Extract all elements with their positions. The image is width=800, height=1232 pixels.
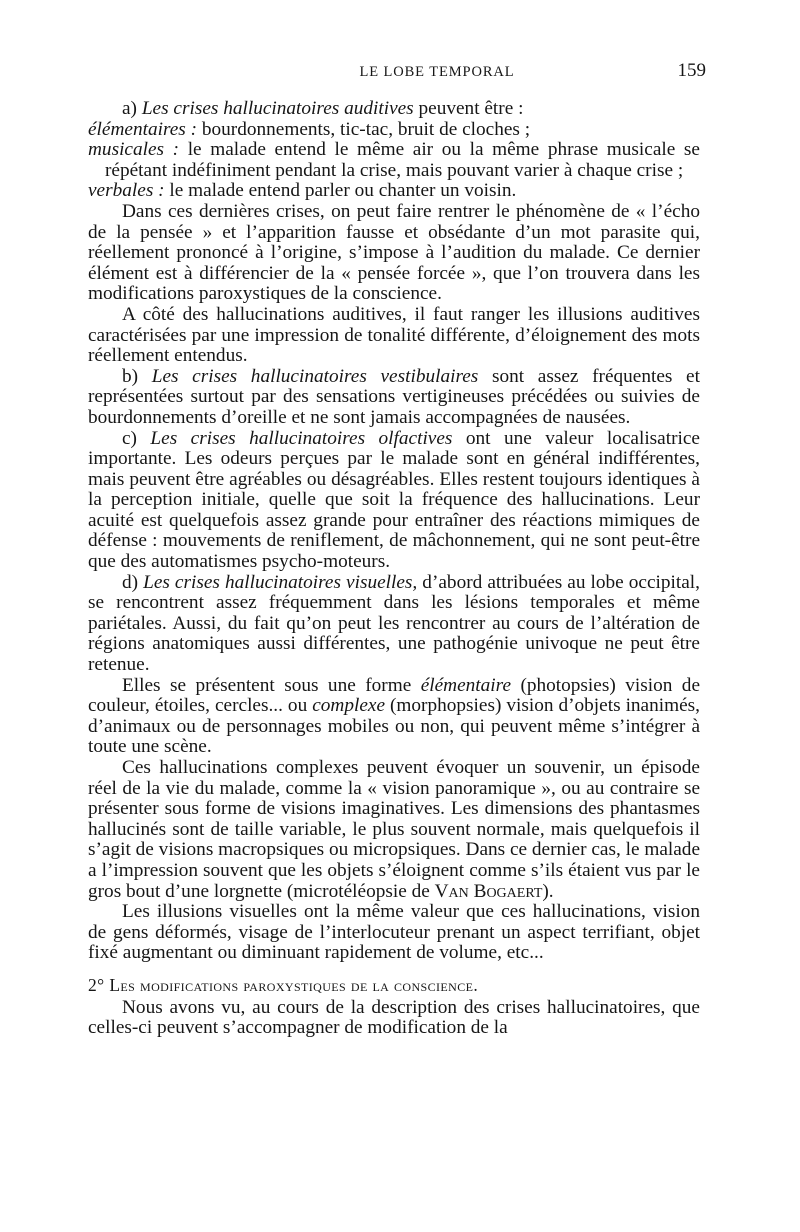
section-number: 2° bbox=[88, 974, 105, 995]
paragraph-consciousness-intro: Nous avons vu, au cours de la description des crises hallucinatoires, que celles-ci peuvent s’accompagner de modification de la bbox=[88, 996, 700, 1039]
list-item-verbal bbox=[88, 181, 700, 202]
paragraph-auditory-intro bbox=[88, 99, 700, 120]
paragraph-vestibular bbox=[88, 367, 700, 429]
paragraph-visual-illusions: Les illusions visuelles ont la même valeur que ces hallucinations, vision de gens déformés, visage de l’interlocuteur prenant un aspect terrifiant, objet fixé augmentant ou diminuant rapidement de volume, etc... bbox=[88, 901, 700, 964]
paragraph-text: sont assez fréquentes et représentées surtout par des sensations vertigineuses précédées ou suivies de bourdonnements d’oreille et ne sont jamais accompagnées de nausées. bbox=[88, 365, 700, 428]
author-name: Van Bogaert bbox=[434, 880, 543, 902]
item-letter: d) bbox=[122, 571, 144, 593]
paragraph-text: ont une valeur localisatrice importante. Les odeurs perçues par le malade sont en général indifférentes, mais peuvent être agréables ou désagréables. Elles restent toujours identiques à la perception initiale, quelle que soit la fréquence des hallucinations. Leur acuité est quelquefois assez grande pour entraîner des réactions mimiques de défense : mouvements de reniflement, de mâchonnement, qui ne sont peut-être que des automatismes psycho-moteurs. bbox=[88, 427, 700, 573]
paragraph-visual bbox=[88, 573, 700, 676]
item-letter: a) bbox=[122, 98, 142, 119]
italic-term: élémentaires : bbox=[88, 118, 198, 140]
page-number: 159 bbox=[677, 60, 706, 81]
paragraph-text: d’abord attribuées au lobe occipital, se rencontrent assez fréquemment dans les lésions temporales et même pariétales. Aussi, du fait qu’on peut les rencontrer au cours de l’altération de régions anatomiques aussi différentes, une pathogénie univoque ne peut être retenue. bbox=[88, 571, 700, 676]
paragraph-echo-thought: Dans ces dernières crises, on peut faire rentrer le phénomène de « l’écho de la pensée » et l’apparition fausse et obsédante d’un mot parasite qui, réellement prononcé à l’origine, s’impose à l’audition du malade. Ce dernier élément est à différencier de la « pensée forcée », que l’on trouvera dans les modifications paroxystiques de la conscience. bbox=[88, 200, 700, 305]
paragraph-text: (photopsies) vision de couleur, étoiles, cercles... ou bbox=[88, 674, 701, 717]
page-body bbox=[88, 99, 700, 1039]
paragraph-text: Elles se présentent sous une forme bbox=[122, 674, 421, 696]
paragraph-auditory-illusions: A côté des hallucinations auditives, il faut ranger les illusions auditives caractérisées par une impression de tonalité différente, d’éloignement des mots réellement entendus. bbox=[88, 303, 700, 367]
italic-term: Les crises hallucinatoires visuelles, bbox=[143, 571, 418, 593]
paragraph-text: Ces hallucinations complexes peuvent évoquer un souvenir, un épisode réel de la vie du malade, comme la « vision panoramique », ou au contraire se présenter sous forme de visions imaginatives. Les dimensions des phantasmes hallucinés sont de taille variable, le plus souvent normale, mais quelquefois il s’agit de visions macropsiques ou micropsiques. Dans ce dernier cas, le malade a l’impression souvent que les objets s’éloignent comme s’ils étaient vus par le gros bout d’une lorgnette (microtéléopsie de bbox=[88, 757, 701, 902]
item-letter: c) bbox=[122, 427, 151, 449]
page-header bbox=[88, 60, 706, 90]
paragraph-text: (morphopsies) vision d’objets inanimés, d’animaux ou de personnages mobiles ou non, qui peuvent même s’intégrer à toute une scène. bbox=[88, 695, 700, 758]
paragraph-visual-forms bbox=[88, 676, 700, 758]
list-item-musical bbox=[88, 140, 700, 181]
italic-term: Les crises hallucinatoires olfactives bbox=[150, 427, 453, 449]
paragraph-olfactory bbox=[88, 429, 700, 573]
paragraph-complex-hallucinations bbox=[88, 758, 700, 902]
item-letter: b) bbox=[122, 365, 152, 387]
paragraph-text: le malade entend parler ou chanter un voisin. bbox=[164, 180, 517, 202]
italic-term: Les crises hallucinatoires auditives bbox=[141, 98, 414, 119]
paragraph-text: le malade entend le même air ou la même phrase musicale se répétant indéfiniment pendant la crise, mais pouvant varier à chaque crise ; bbox=[105, 139, 700, 181]
paragraph-text: peuvent être : bbox=[413, 98, 524, 119]
paragraph-text: bourdonnements, tic-tac, bruit de cloches ; bbox=[197, 118, 531, 140]
italic-term: verbales : bbox=[88, 180, 165, 202]
paragraph-text: ). bbox=[542, 880, 554, 902]
section-heading bbox=[88, 975, 700, 996]
running-title: LE LOBE TEMPORAL bbox=[359, 64, 515, 80]
section-title: Les modifications paroxystiques de la conscience. bbox=[109, 974, 479, 995]
list-item-elementary bbox=[88, 120, 700, 141]
italic-term: élémentaire bbox=[420, 674, 511, 696]
italic-term: musicales : bbox=[88, 139, 180, 161]
italic-term: Les crises hallucinatoires vestibulaires bbox=[151, 365, 479, 387]
italic-term: complexe bbox=[312, 695, 385, 717]
